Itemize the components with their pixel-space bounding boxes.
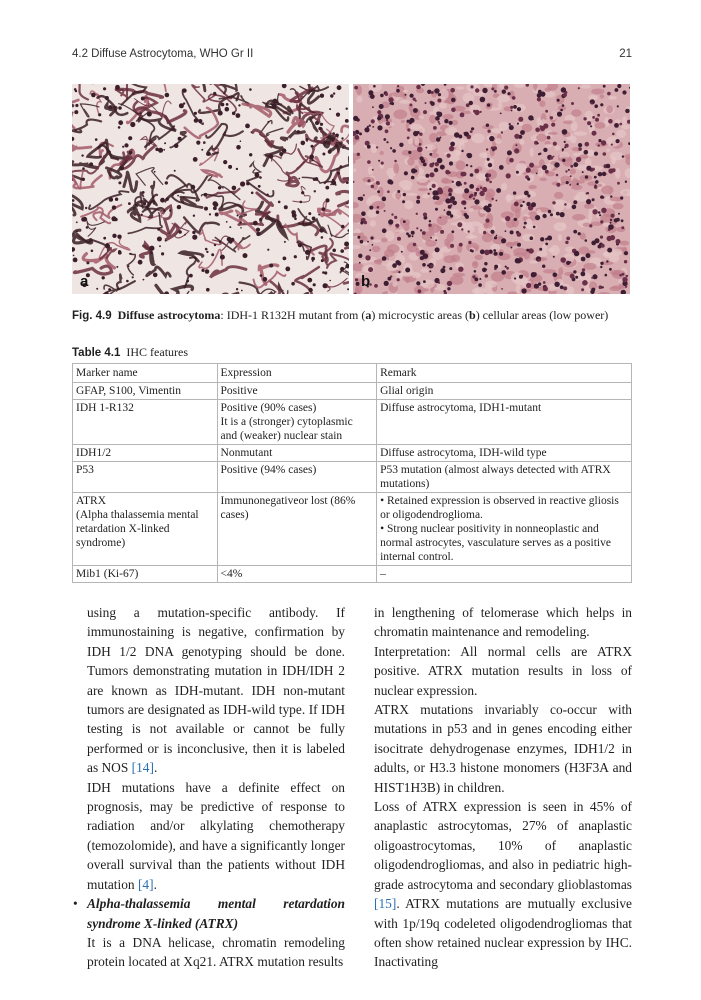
cell-line: syndrome) (76, 537, 126, 549)
expression-cell (217, 493, 377, 566)
cell-line: P53 mutation (almost always detected with ATRX (380, 464, 611, 476)
cell-line: P53 (76, 464, 94, 476)
paragraph (87, 603, 345, 778)
remark-cell (377, 566, 632, 583)
table-title-text: IHC features (126, 345, 189, 359)
paragraph: Interpretation: All normal cells are ATRX positive. ATRX mutation results in loss of nuclear expression. (374, 643, 632, 698)
cell-line: • Retained expression is observed in reactive gliosis (380, 495, 619, 507)
cell-line: Diffuse astrocytoma, IDH1-mutant (380, 402, 542, 414)
paragraph-text: . (153, 876, 157, 892)
caption-panel-ref-a: a (365, 308, 372, 322)
cell-line: cases) (220, 509, 249, 521)
figure-4-9 (72, 84, 630, 294)
bullet-icon: • (73, 896, 78, 912)
cell-line: or oligodendroglioma. (380, 509, 483, 521)
table-label: Table 4.1 (72, 347, 121, 359)
column-header: Remark (377, 364, 632, 383)
panel-letter-b: b (361, 273, 371, 290)
remark-cell (377, 445, 632, 462)
cell-line: Positive (94% cases) (220, 464, 317, 476)
remark-cell (377, 400, 632, 445)
cell-line: – (380, 568, 386, 580)
paragraph-text: using a mutation-specific antibody. If immunostaining is negative, confirmation by IDH 1/2 DNA genotyping should be done. Tumors demonstrating mutation in IDH/IDH 2 are known as IDH-mutant. IDH non-mutant tumors are designated as IDH-wild type. If IDH testing is not available or cannot be fully performed or is inconclusive, then it is labeled as NOS (87, 605, 345, 776)
panel-letter-a: a (80, 273, 89, 290)
caption-text: ) cellular areas (low power) (475, 308, 609, 322)
cell-line: Diffuse astrocytoma, IDH-wild type (380, 447, 547, 459)
micrograph-panel-a (72, 84, 349, 294)
paragraph: ATRX mutations invariably co-occur with mutations in p53 and in genes encoding either isocitrate dehydrogenase enzymes, IDH1/2 in adults, or H3.3 histone monomers (H3F3A and HIST1H3B) in children. (374, 702, 632, 795)
cell-line: Nonmutant (220, 447, 273, 459)
citation-link[interactable]: [4] (137, 876, 154, 892)
cell-line: Positive (220, 385, 258, 397)
cell-line: <4% (220, 568, 243, 580)
cellular-tissue-image (353, 84, 630, 294)
remark-cell (377, 462, 632, 493)
cell-line: mutations) (380, 478, 430, 490)
cell-line: and (weaker) nuclear stain (220, 430, 343, 442)
cell-line: Glial origin (380, 385, 434, 397)
cell-line: retardation X-linked (76, 523, 170, 535)
bullet-title: Alpha-thalassemia mental retardation syndrome X-linked (ATRX) (87, 896, 345, 931)
table-header-row (73, 364, 632, 383)
cell-line: internal control. (380, 551, 454, 563)
marker-cell (73, 566, 218, 583)
marker-cell (73, 400, 218, 445)
text-column-left (73, 603, 345, 972)
paragraph-text: . ATRX mutations are mutually exclusive with 1p/19q codeleted oligodendrogliomas that often show retained nuclear expression by IHC. Inactivating (374, 896, 632, 970)
remark-cell (377, 493, 632, 566)
paragraph-text: . (153, 760, 158, 776)
expression-cell (217, 445, 377, 462)
paragraph-text: Loss of ATRX expression is seen in 45% of anaplastic astrocytomas, 27% of anaplastic oligoastrocytomas, 10% of anaplastic oligodendrogliomas, and also in pediatric high-grade astrocytoma and secondary glioblastomas (374, 799, 632, 892)
running-header (72, 48, 632, 66)
figure-title: Diffuse astrocytoma (117, 308, 221, 322)
cell-line: GFAP, S100, Vimentin (76, 385, 181, 397)
table-title (72, 345, 188, 360)
paragraph (87, 778, 345, 894)
table-row (73, 383, 632, 400)
marker-cell (73, 383, 218, 400)
marker-cell (73, 445, 218, 462)
micrograph-panel-b (353, 84, 630, 294)
cell-line: Immunonegativeor lost (86% (220, 495, 356, 507)
paragraph (374, 797, 632, 972)
paragraph: It is a DNA helicase, chromatin remodeling protein located at Xq21. ATRX mutation results (87, 934, 345, 970)
marker-cell (73, 493, 218, 566)
marker-cell (73, 462, 218, 493)
bullet-heading (73, 894, 345, 933)
paragraph: in lengthening of telomerase which helps in chromatin maintenance and remodeling. (374, 605, 632, 640)
cell-line: IDH1/2 (76, 447, 112, 459)
section-title: 4.2 Diffuse Astrocytoma, WHO Gr II (72, 48, 254, 60)
text-column-right (374, 603, 632, 972)
figure-label: Fig. 4.9 (72, 310, 112, 322)
cell-line: It is a (stronger) cytoplasmic (220, 416, 353, 428)
table-row (73, 400, 632, 445)
citation-link[interactable]: [14] (131, 760, 154, 776)
cell-line: Positive (90% cases) (220, 402, 317, 414)
table-row (73, 566, 632, 583)
table-row (73, 462, 632, 493)
caption-panel-ref-b: b (469, 308, 476, 322)
caption-text: ) microcystic areas ( (371, 308, 469, 322)
cell-line: • Strong nuclear positivity in nonneoplastic and (380, 523, 599, 535)
cell-line: Mib1 (Ki-67) (76, 568, 139, 580)
paragraph-text: IDH mutations have a definite effect on prognosis, may be predictive of response to radiation and/or alkylating chemotherapy (temozolomide), and have a significantly longer overall survival than the patients without IDH mutation (87, 779, 345, 892)
ihc-features-table (72, 363, 632, 583)
table-row (73, 445, 632, 462)
table-row (73, 493, 632, 566)
citation-link[interactable]: [15] (374, 896, 397, 912)
column-header: Marker name (73, 364, 218, 383)
expression-cell (217, 400, 377, 445)
expression-cell (217, 383, 377, 400)
expression-cell (217, 462, 377, 493)
cell-line: IDH 1-R132 (76, 402, 134, 414)
cell-line: ATRX (76, 495, 107, 507)
expression-cell (217, 566, 377, 583)
cell-line: (Alpha thalassemia mental (76, 509, 199, 521)
cell-line: normal astrocytes, vasculature serves as a positive (380, 537, 611, 549)
remark-cell (377, 383, 632, 400)
figure-caption (72, 308, 632, 324)
caption-text: : IDH-1 R132H mutant from ( (220, 308, 366, 322)
column-header: Expression (217, 364, 377, 383)
page-number: 21 (619, 48, 632, 60)
microcystic-tissue-image (72, 84, 349, 294)
